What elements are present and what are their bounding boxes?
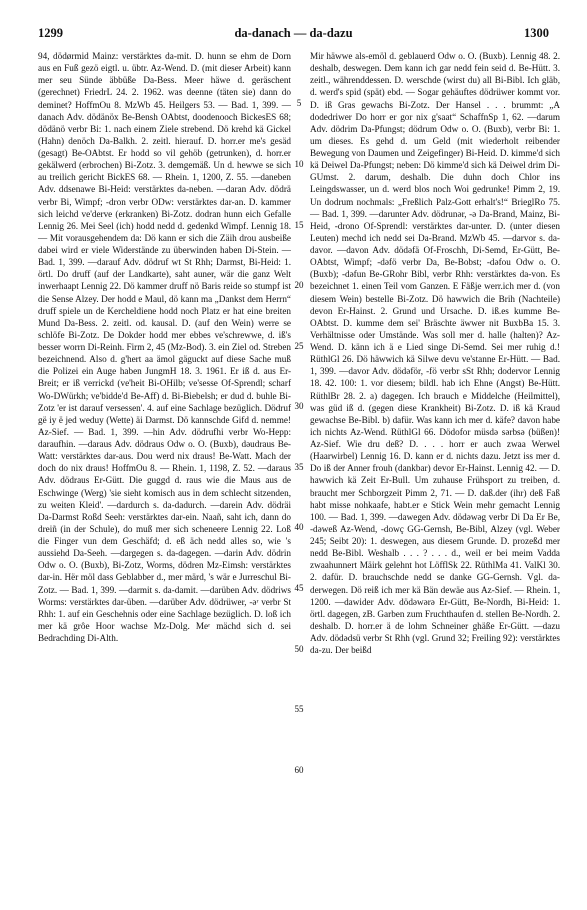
line-number-gutter <box>288 50 310 900</box>
line-number: 55 <box>294 704 304 714</box>
line-number: 40 <box>294 522 304 532</box>
running-title: da-danach — da-dazu <box>234 26 353 40</box>
line-number: 45 <box>294 583 304 593</box>
line-number: 50 <box>294 644 304 654</box>
line-number: 60 <box>294 765 304 775</box>
left-page-number: 1299 <box>38 26 63 40</box>
left-column-text: 94, dödørmid Mainz: verstärktes da-mit. D. hunn se ehm de Dorn aus en Fuß gezö eigtl. u. übtr. Az-Wend. D. (mit dieser Arbeit) kann mer seu Sünde äbbüße Da-Bess. Meer häwe d. geräschent (gerechnet) FriedrL 24. 2. 1962. was deenne (täten sie) dann do deminet? HoffmOu 8. MzWb 45. Heilgers 53. — Bad. 1, 399. —danach Adv. dödänöx Be-Bensh OAbtst, doodenooch BickesES 68; dödänö verbr Bi: 1. nach einem Ziele strebend. Dö krehd kä Gickel (Hahn) denöch Da-Balkh. 2. zeitl. hierauf. D. horr.er me's gesäd (gesagt) Be-OAbtst. Er hodd so vil gehöb (getrunken), d. horr.er gekälwerd (erbrochen) Bi-Zotz. 3. demgemäß. Un d. hewwe se sich au treilich gericht BickES 68. — Rhein. 1, 1200, Z. 55. —daneben Adv. ddsenawe Bi-Heid: verstärktes da-neben. —daran Adv. dödrä verbr Bi, Wimpf; -dron verbr ODw: verstärktes dar-an. D. kammer sich leichd ve'derve (erkranken) Bi-Zotz. dodran hunn eich Gefalle Lennig 26. Mei Seel (ich) hodd nedd d. gedenkd Wimpf. Lennig 18. — Mit vorausgehendem da: Dö kann er sich die Zäih drou ausbeiße dabei wird er viele Widerstände zu überwinden haben Di-Stein. — Bad. 1, 399. —darauf Adv. dödruf wt St Rhh; Darmst, Bi-Heid: 1. örtl. Do druff (auf der Landkarte), saht auner, wär die ganz Welt inwerhaapt Lennig 22. Dö kammer druff nö Baris reide so stumpf ist die Sense Alzey. Der hodd e Maul, dö kann ma „Dankst dem Herrn“ druff spiele un de Kercheldiene hodd noch Platz er hat eine breiten Mund Da-Bess. 2. zeitl. od. kausal. D. (auf den Wein) werre se schlöfe Bi-Zotz. De Dokder hodd mer ebbes ve'schrewwe, d. iß's besser worrn Di-Reinh. Firm 2, 45 (Mz-Bod). 3. ein Ziel od. Streben bezeichnend. Also d. g'hert aa ämol gäguckt auf diese Sache muß die Polizei ein Auge haben JungmH 18. 3. 1961. Er iß d. aus Er-Breit; er iß verrickd (ve'heit Bi-OHilb; ve'sesse Of-Sprendl; scharf Wo-DWürkh; ve'bidde'd Be-Aff) d. Bi-Biebelsh; er dud d. buhle Bi-Zotz 'er ist darauf versessen'. 4. auf eine Sachlage bezüglich. Dödruf gë iy ë jed weduy (Wette) äi Darmst. Dö kannschde Gifd d. nemme! Az-Sief. — Bad. 1, 399. —hin Adv. dödrufhi verbr Wo-Hepp: daraufhin. —daraus Adv. dödraus Odw o. O. (Buxb), dəudraus Be-Watt: verstärktes dar-aus. Dou werd nix draus! Be-Watt. Mach der doch do nix draus! HoffmOu 8. — Rhein. 1, 1198, Z. 52. —daraus Adv. dödraus Er-Gütt. Die guggd d. raus wie die Maus aus de Eschwinge (Werg) 'sie sieht komisch aus in dem schlecht sitzenden, zu weiten Kleid'. —dardurch s. da-dadurch. —darein Adv. dödräi Da-Darmst Roßd Seeh: verstärktes dar-ein. Naañ, saht ich, dann do dreiñ (in der Schule), do muß mer sich scheneere Lennig 22. Loß die Finger vun dem Geschäfd; d. eß äch nedd alles so, wie 's aussiehd Da-Seeh. —dargegen s. da-dagegen. —darin Adv. dödrin Odw o. O. (Buxb), Bi-Zotz, Worms, dödren Mz-Eimsh: verstärktes dar-in. Hër möl dass Geblabber d., mer märd, 's wär e Jurreschul Bi-Zotz. — Bad. 1, 399. —darmit s. da-damit. —darüben Adv. dödriws Worms: verstärktes dar-üben. —darüber Adv. dödrüwer, -əʳ verbr St Rhh: 1. auf ein Geschehnis oder eine Sachlage bezüglich. D. loß ich mer kä grôe Hoor wachse Mz-Dolg. Meʳ mächd sich d. sei Bedrachding Di-Alth. <box>38 51 291 643</box>
line-number: 15 <box>294 220 304 230</box>
line-number: 30 <box>294 401 304 411</box>
line-number: 35 <box>294 462 304 472</box>
line-number: 25 <box>294 341 304 351</box>
right-column <box>310 50 560 656</box>
right-column-text: Mir häwwe als-emöl d. geblauerd Odw o. O. (Buxb). Lennig 48. 2. deshalb, deswegen. Dem kann ich gar nedd fein seid d. Be-Hütt. 3. zeitl., währenddessen. D. werschde (wirst du) all Bi-Bibl. Ich gläb, d. werd's spid (spät) ebd. — Sogar gehäuftes dödrüwer kommt vor. D. iß Gras gewachs Bi-Zotz. Der Hansel . . . brummt: „A dodedriwer Do horr er gor nix g'saat“ SchaffnSp 1, 62. —darum Adv. dödrim Da-Pfungst; dödrum Odw o. O. (Buxb), verbr Bi: 1. um dieses. Es gehd d. um Geld (mit wiederholt reibender Bewegung von Daumen und Zeigefinger) Bi-Heid. D. kimme'd sich kä Deiwel Da-Pfungst; neben: Dö kimme'd sich kä Deiwel drim Di-GUmst. 2. darum, deshalb. Die duhn doch Chlor ins Leingdswasser, un d. werd blos noch Woi gedrunke! Pimm 2, 19. Un dodrum nochmals: „Freßlich Palz-Gott erhalt's!“ BrieglRo 75. — Bad. 1, 399. —darunter Adv. dödrunər, -ə Da-Brand, Mainz, Bi-Heid, -drono Of-Sprendl: verstärktes dar-unter. D. (unter diesen Leuten) mechd ich nedd sei Da-Brand. MzWb 45. —darvor s. da-davor. —davon Adv. dödəfä Of-Froschh, Di-Semd, Er-Gütt, Be-OAbtst, Wimpf; -dəfö verbr Da, Be-Bobst; -dəfou Odw o. O. (Buxb); -dəfun Be-GRohr Bibl, verbr Rhh: verstärktes da-von. Es bezeichnet 1. einen Teil vom Ganzen. E Fäßje werr.ich mer d. (von diesem Wein) bestelle Bi-Zotz. Dö hawwich die Brih (Nachteile) devon Er-Hainst. 2. Grund und Ursache. D. iß.es kumme Be-OAbtst. D. kumme dem sei' Bräschte äwwer nit BuxbBa 15. 3. Verhältnisse oder Umstände. Was soll mer d. halle (halten)? Az-Wend. D. känn ich ä e Lied singe Di-Semd. Sei mer ruhig d.! RüthlGl 26. Dö häwwich kä Silwe devu ve'stanne Er-Hütt. — Bad. 1, 399. —davor Adv. dödəför, -fö verbr sSt Rhh; dodervor Lennig 18. 42. 100: 1. vor diesem; bildl. hab ich Ehne (Angst) Be-Hütt. RüthlBr 28. 2. a) dagegen. Ich brauch e Middelche (Heilmittel), was güd iß d. (gegen diese Krankheit) Bi-Zotz. D. iß kä Kraud gewachse Be-Bibl. b) dafür. Was kann ich mer d. käfe? davon habe ich nichts Az-Wend. RüthlGl 66. Dödofor müsdə sərbsə (büßen)! Az-Sief. Wie dru deß? D. . . . horr er auch zwaa Werwel (Haarwirbel) Lennig 16. D. kann er d. nichts dazu. Jetzt iss mer d. Do iß der Anner frouh (dankbar) devor Er-Hainst. Lennig 42. — D. hawwich kä Zeit Er-Bull. Um zuhause Frühsport zu treiben, d. braucht mer Schborgzeit Pimm 2, 71. — D. daß.der (ihr) deß Faß habt misse nohkaafe, habt.er e Stick Wein mehr gemacht Lennig 100. — Bad. 1, 399. —dawegen Adv. dödəwəg verbr Di Da Er Be, -dəweß Az-Wend, -dowç GG-Gernsh, Be-Bibl, Alzey (vgl. Weber 245; Seibt 20): 1. deswegen, aus diesem Grunde. D. prozeßd mer nedd Be-Bibl. Weshalb . . . ? . . . d., weil er bei meim Vadda zwaahunnert Mäirk gelehnt hot LöfflSk 22. RüthlMa 41. ValKl 30. 2. dafür. D. brauchschde nedd se danke GG-Gernsh. Vgl. da-derwegen. Dö reiß ich mer kä Bän dewäe aus Az-Sief. — Rhein. 1, 1200. —dawider Adv. dödəwərə Er-Gütt, Be-Nordh, Bi-Heid: 1. örtl. dagegen, zB. Garben zum Fruchthaufen d. stellen Be-Nordh. 2. deshalb. D. horr.er ä de lohm Schneiner ghäße Er-Gütt. —dazu Adv. dödədsü verbr St Rhh (vgl. Grund 32; Freiling 92): verstärktes da-zu. Der beißd <box>310 51 560 656</box>
left-column <box>38 50 291 644</box>
line-number: 10 <box>294 159 304 169</box>
right-page-number: 1300 <box>524 26 549 40</box>
page-header <box>38 26 549 42</box>
line-number: 5 <box>296 98 302 108</box>
line-number: 20 <box>294 280 304 290</box>
